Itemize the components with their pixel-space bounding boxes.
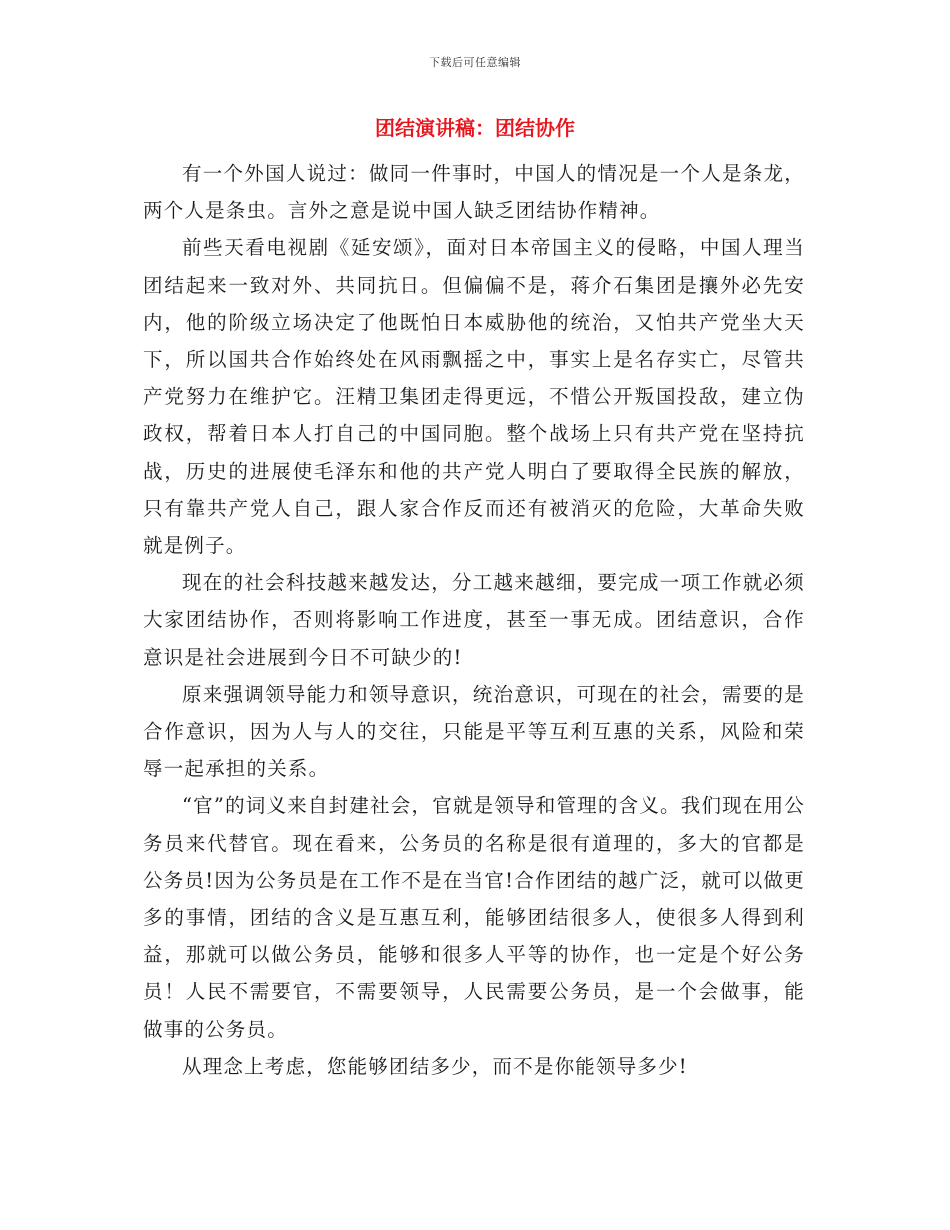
paragraph-4: 原来强调领导能力和领导意识，统治意识，可现在的社会，需要的是合作意识，因为人与人的交往，只能是平等互利互惠的关系，风险和荣辱一起承担的关系。: [143, 682, 805, 781]
paragraph-5: “官”的词义来自封建社会，官就是领导和管理的含义。我们现在用公务员来代替官。现在看来，公务员的名称是很有道理的，多大的官都是公务员!因为公务员是在工作不是在当官!合作团结的越广泛，就可以做更多的事情，团结的含义是互惠互利，能够团结很多人，使很多人得到利益，那就可以做公务员，能够和很多人平等的协作，也一定是个好公务员！人民不需要官，不需要领导，人民需要公务员，是一个会做事，能做事的公务员。: [143, 794, 805, 1041]
document-title: 团结演讲稿：团结协作: [375, 116, 575, 140]
document-body: [143, 155, 805, 1085]
paragraph-2: 前些天看电视剧《延安颂》，面对日本帝国主义的侵略，中国人理当团结起来一致对外、共同抗日。但偏偏不是，蒋介石集团是攘外必先安内，他的阶级立场决定了他既怕日本威胁他的统治，又怕共产党坐大天下，所以国共合作始终处在风雨飘摇之中，事实上是名存实亡，尽管共产党努力在维护它。汪精卫集团走得更远，不惜公开叛国投敌，建立伪政权，帮着日本人打自己的中国同胞。整个战场上只有共产党在坚持抗战，历史的进展使毛泽东和他的共产党人明白了要取得全民族的解放，只有靠共产党人自己，跟人家合作反而还有被消灭的危险，大革命失败就是例子。: [143, 236, 805, 558]
paragraph-3: 现在的社会科技越来越发达，分工越来越细，要完成一项工作就必须大家团结协作，否则将影响工作进度，甚至一事无成。团结意识，合作意识是社会进展到今日不可缺少的!: [143, 571, 805, 669]
header-note: 下载后可任意编辑: [429, 56, 521, 69]
paragraph-1: 有一个外国人说过：做同一件事时，中国人的情况是一个人是条龙，两个人是条虫。言外之意是说中国人缺乏团结协作精神。: [143, 162, 805, 223]
paragraph-6: 从理念上考虑，您能够团结多少，而不是你能领导多少!: [182, 1054, 688, 1078]
